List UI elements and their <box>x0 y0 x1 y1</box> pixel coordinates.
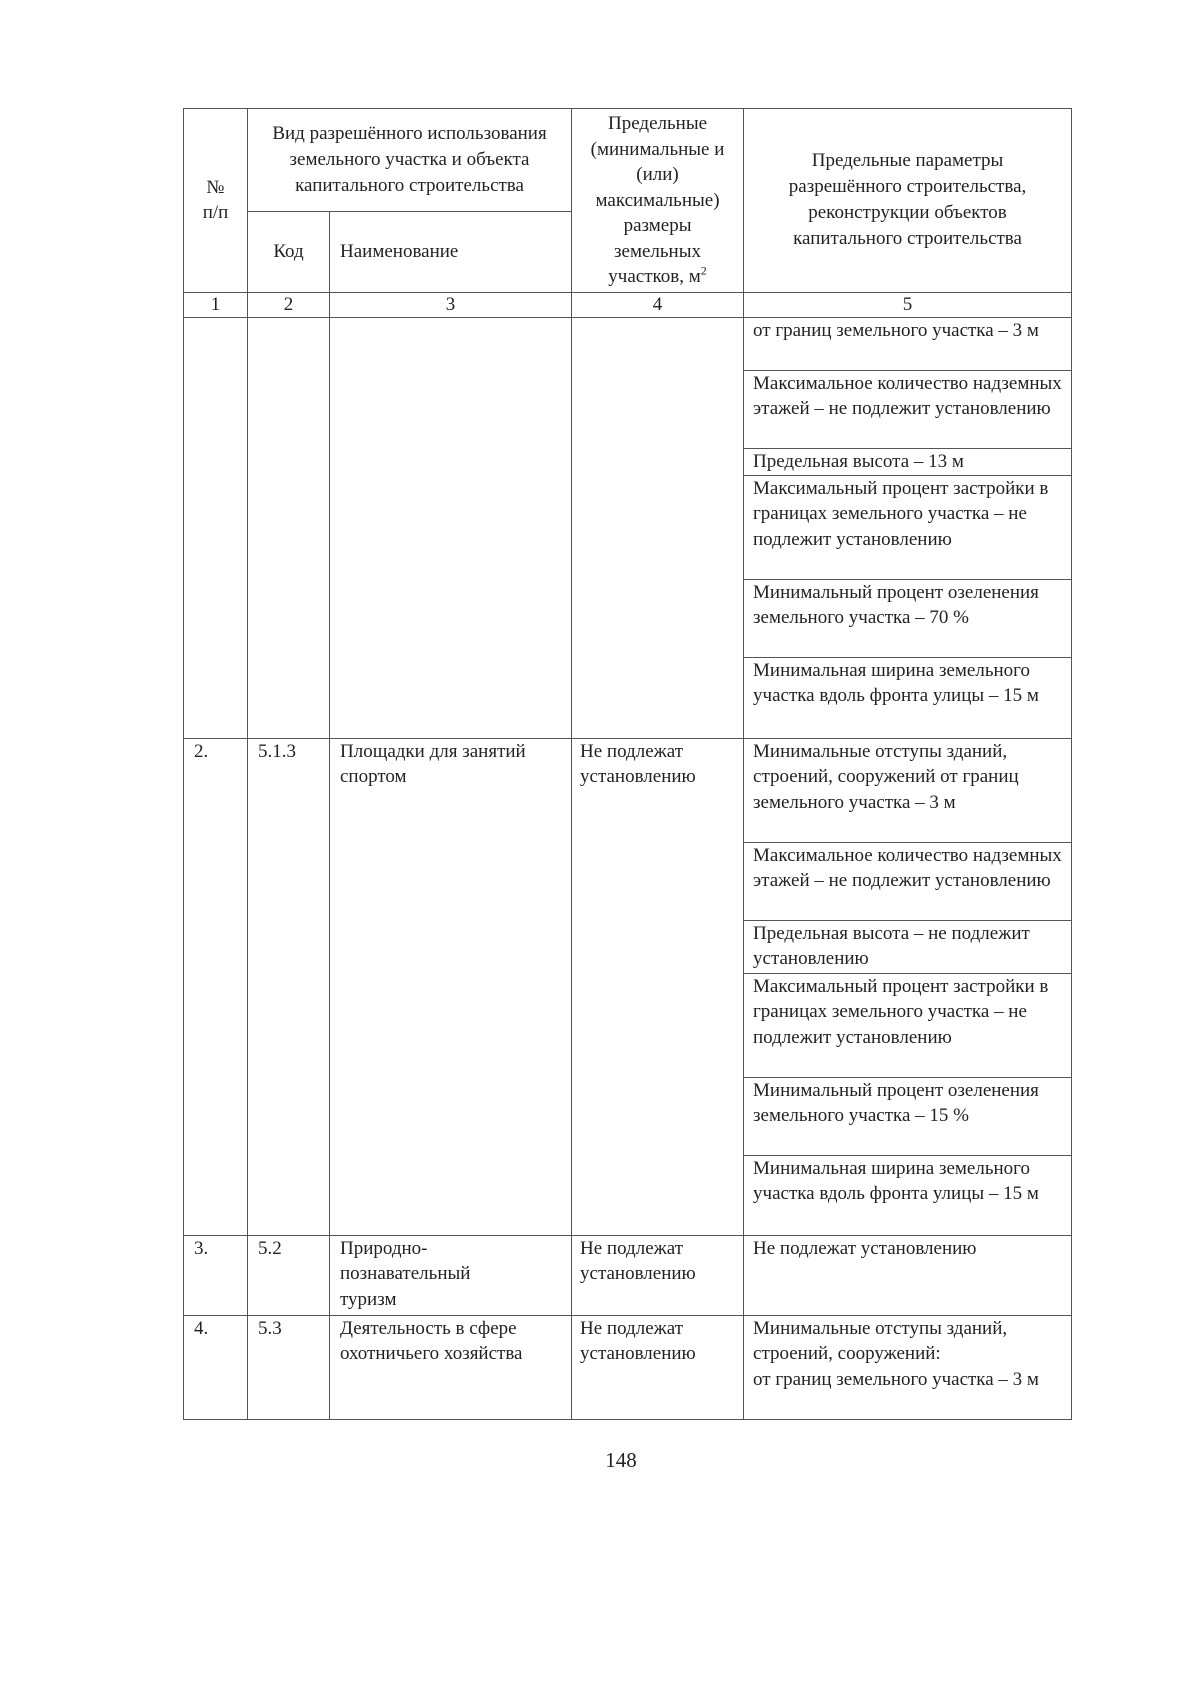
cont-num-cell <box>184 317 248 738</box>
header-parameters: Предельные параметры разрешённого строительства, реконструкции объектов капитального строительства <box>744 109 1072 293</box>
row-2-size: Не подлежат установлению <box>572 738 744 1235</box>
cont-size-cell <box>572 317 744 738</box>
table-row <box>184 1235 1072 1315</box>
column-number-1: 1 <box>184 292 248 317</box>
row-2-param-4: Максимальный процент застройки в границах земельного участка – не подлежит установлению <box>744 973 1072 1077</box>
row-2-param-3: Предельная высота – не подлежит установлению <box>744 920 1072 973</box>
column-number-3: 3 <box>330 292 572 317</box>
row-2-param-1: Минимальные отступы зданий, строений, сооружений от границ земельного участка – 3 м <box>744 738 1072 842</box>
column-number-4: 4 <box>572 292 744 317</box>
table-row <box>184 738 1072 842</box>
cont-param-4: Максимальный процент застройки в границах земельного участка – не подлежит установлению <box>744 475 1072 579</box>
header-number <box>184 109 248 293</box>
table-row <box>184 1315 1072 1419</box>
column-number-5: 5 <box>744 292 1072 317</box>
row-4-name: Деятельность в сфере охотничьего хозяйства <box>330 1315 572 1419</box>
continuation-row <box>184 317 1072 370</box>
header-number-text: № п/п <box>202 176 229 224</box>
header-name: Наименование <box>330 211 572 292</box>
cont-param-3: Предельная высота – 13 м <box>744 448 1072 475</box>
land-use-table <box>183 108 1072 1420</box>
header-code: Код <box>248 211 330 292</box>
row-4-param-1: Минимальные отступы зданий, строений, сооружений: от границ земельного участка – 3 м <box>744 1315 1072 1419</box>
column-number-row <box>184 292 1072 317</box>
header-plot-size <box>572 109 744 293</box>
cont-param-6: Минимальная ширина земельного участка вдоль фронта улицы – 15 м <box>744 657 1072 738</box>
row-3-code: 5.2 <box>248 1235 330 1315</box>
row-2-code: 5.1.3 <box>248 738 330 1235</box>
row-4-number: 4. <box>184 1315 248 1419</box>
column-number-2: 2 <box>248 292 330 317</box>
cont-code-cell <box>248 317 330 738</box>
row-3-param-1: Не подлежат установлению <box>744 1235 1072 1315</box>
header-row-top <box>184 109 1072 212</box>
row-2-name: Площадки для занятий спортом <box>330 738 572 1235</box>
row-3-number: 3. <box>184 1235 248 1315</box>
header-use-type: Вид разрешённого использования земельного участка и объекта капитального строительства <box>248 109 572 212</box>
cont-param-1: от границ земельного участка – 3 м <box>744 317 1072 370</box>
row-4-code: 5.3 <box>248 1315 330 1419</box>
row-2-param-6: Минимальная ширина земельного участка вдоль фронта улицы – 15 м <box>744 1155 1072 1235</box>
header-plot-size-sup: 2 <box>700 263 707 278</box>
page-number: 148 <box>605 1448 637 1472</box>
row-3-name: Природно-познавательный туризм <box>330 1235 572 1315</box>
row-4-size: Не подлежат установлению <box>572 1315 744 1419</box>
row-2-number: 2. <box>184 738 248 1235</box>
cont-param-2: Максимальное количество надземных этажей – не подлежит установлению <box>744 370 1072 448</box>
header-plot-size-text: Предельные (минимальные и (или) максимальные) размеры земельных участков, м <box>590 113 725 287</box>
row-2-param-5: Минимальный процент озеленения земельного участка – 15 % <box>744 1077 1072 1155</box>
row-2-param-2: Максимальное количество надземных этажей – не подлежит установлению <box>744 842 1072 920</box>
cont-name-cell <box>330 317 572 738</box>
cont-param-5: Минимальный процент озеленения земельного участка – 70 % <box>744 579 1072 657</box>
row-3-size: Не подлежат установлению <box>572 1235 744 1315</box>
